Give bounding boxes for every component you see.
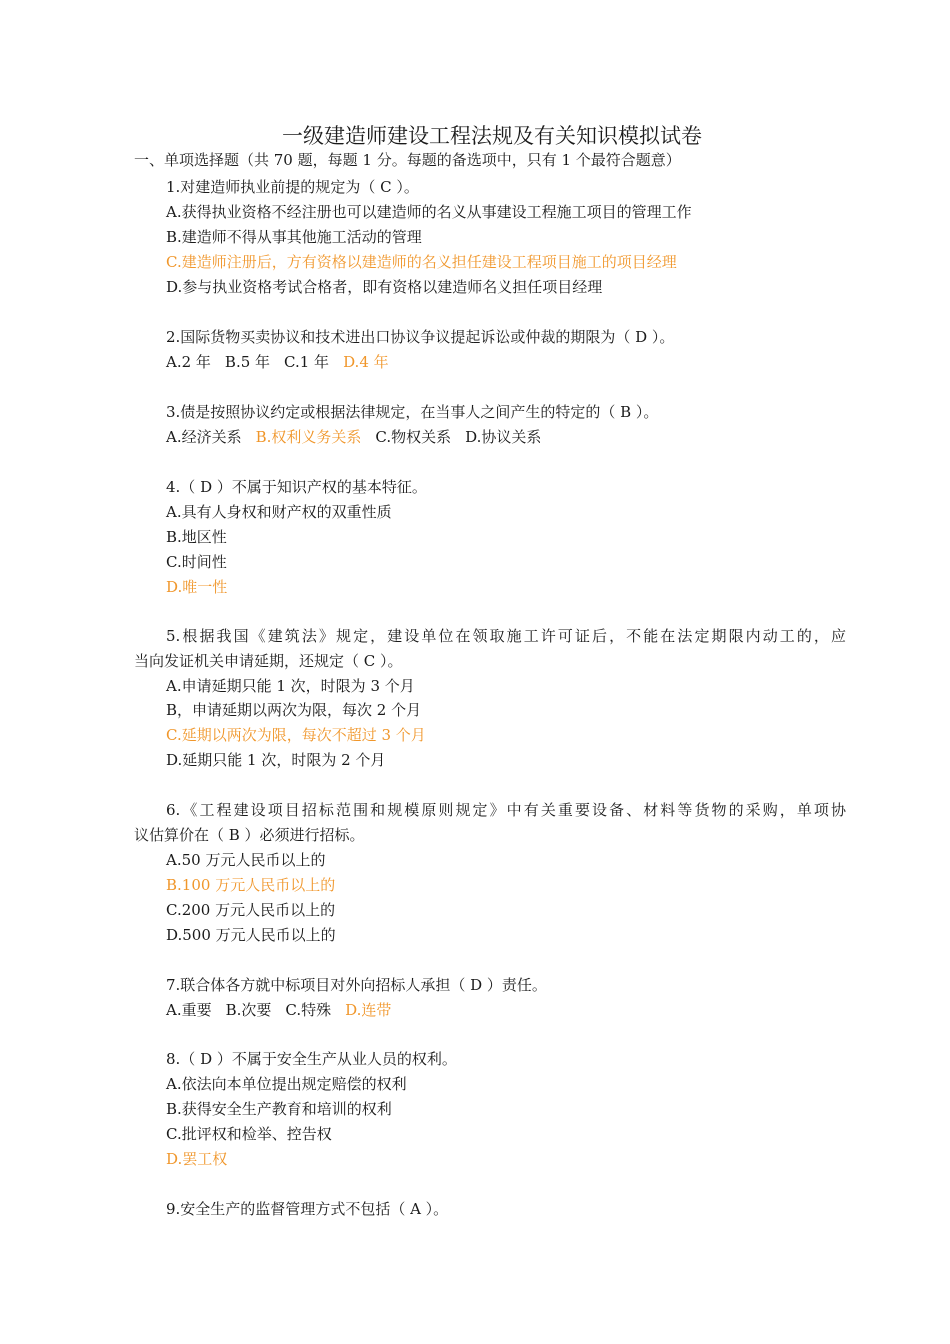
question-1-option-c-answer: C.建造师注册后，方有资格以建造师的名义担任建设工程项目施工的项目经理	[166, 253, 677, 271]
question-1-stem: 1.对建造师执业前提的规定为（ C ）。	[166, 178, 419, 196]
question-3-options	[166, 427, 555, 447]
question-6-stem-line-1: 6.《工程建设项目招标范围和规模原则规定》中有关重要设备、材料等货物的采购，单项协	[166, 801, 846, 819]
question-7-option-d-answer: D.连带	[345, 1001, 392, 1019]
question-8-option-b: B.获得安全生产教育和培训的权利	[166, 1100, 392, 1118]
question-8-stem: 8.（ D ）不属于安全生产从业人员的权利。	[166, 1050, 457, 1068]
question-1-option-a: A.获得执业资格不经注册也可以建造师的名义从事建设工程施工项目的管理工作	[166, 203, 692, 221]
question-5-option-a: A.申请延期只能 1 次，时限为 3 个月	[166, 677, 415, 695]
question-1-option-d: D.参与执业资格考试合格者，即有资格以建造师名义担任项目经理	[166, 278, 603, 296]
question-7-option-a: A.重要	[166, 1001, 212, 1019]
question-2-option-a: A.2 年	[166, 353, 211, 371]
question-4-option-c: C.时间性	[166, 553, 227, 571]
question-3-option-c: C.物权关系	[375, 428, 452, 446]
question-8-option-c: C.批评权和检举、控告权	[166, 1125, 332, 1143]
question-1-option-b: B.建造师不得从事其他施工活动的管理	[166, 228, 422, 246]
question-5-option-b: B，申请延期以两次为限，每次 2 个月	[166, 701, 422, 719]
question-9-stem: 9.安全生产的监督管理方式不包括（ A ）。	[166, 1200, 449, 1218]
question-4-option-b: B.地区性	[166, 528, 227, 546]
question-5-stem-line-2: 当向发证机关申请延期，还规定（ C ）。	[134, 652, 403, 670]
question-2-stem: 2.国际货物买卖协议和技术进出口协议争议提起诉讼或仲裁的期限为（ D ）。	[166, 328, 675, 346]
question-4-option-d-answer: D.唯一性	[166, 578, 228, 596]
question-3-option-d: D.协议关系	[465, 428, 542, 446]
question-7-stem: 7.联合体各方就中标项目对外向招标人承担（ D ）责任。	[166, 976, 547, 994]
question-8-option-d-answer: D.罢工权	[166, 1150, 228, 1168]
question-6-option-c: C.200 万元人民币以上的	[166, 901, 336, 919]
question-6-stem-line-2: 议估算价在（ B ）必须进行招标。	[134, 826, 365, 844]
question-5-option-d: D.延期只能 1 次，时限为 2 个月	[166, 751, 386, 769]
question-3-option-b-answer: B.权利义务关系	[255, 428, 362, 446]
question-5-option-c-answer: C.延期以两次为限，每次不超过 3 个月	[166, 726, 426, 744]
question-7-option-b: B.次要	[225, 1001, 272, 1019]
question-6-option-d: D.500 万元人民币以上的	[166, 926, 336, 944]
question-2-options	[166, 352, 403, 372]
question-7-option-c: C.特殊	[285, 1001, 332, 1019]
question-2-option-b: B.5 年	[224, 353, 271, 371]
question-5-stem-line-1: 5.根据我国《建筑法》规定，建设单位在领取施工许可证后，不能在法定期限内动工的，应	[166, 627, 846, 645]
question-7-options	[166, 1000, 405, 1020]
question-2-option-d-answer: D.4 年	[343, 353, 389, 371]
question-4-option-a: A.具有人身权和财产权的双重性质	[166, 503, 392, 521]
document-title: 一级建造师建设工程法规及有关知识模拟试卷	[282, 124, 702, 148]
question-6-option-b-answer: B.100 万元人民币以上的	[166, 876, 336, 894]
question-4-stem: 4.（ D ）不属于知识产权的基本特征。	[166, 478, 427, 496]
question-6-option-a: A.50 万元人民币以上的	[166, 851, 326, 869]
section-heading: 一、单项选择题（共 70 题，每题 1 分。每题的备选项中，只有 1 个最符合题意）	[134, 151, 681, 169]
question-3-option-a: A.经济关系	[166, 428, 242, 446]
question-3-stem: 3.债是按照协议约定或根据法律规定，在当事人之间产生的特定的（ B ）。	[166, 403, 659, 421]
question-2-option-c: C.1 年	[284, 353, 330, 371]
question-8-option-a: A.依法向本单位提出规定赔偿的权利	[166, 1075, 407, 1093]
